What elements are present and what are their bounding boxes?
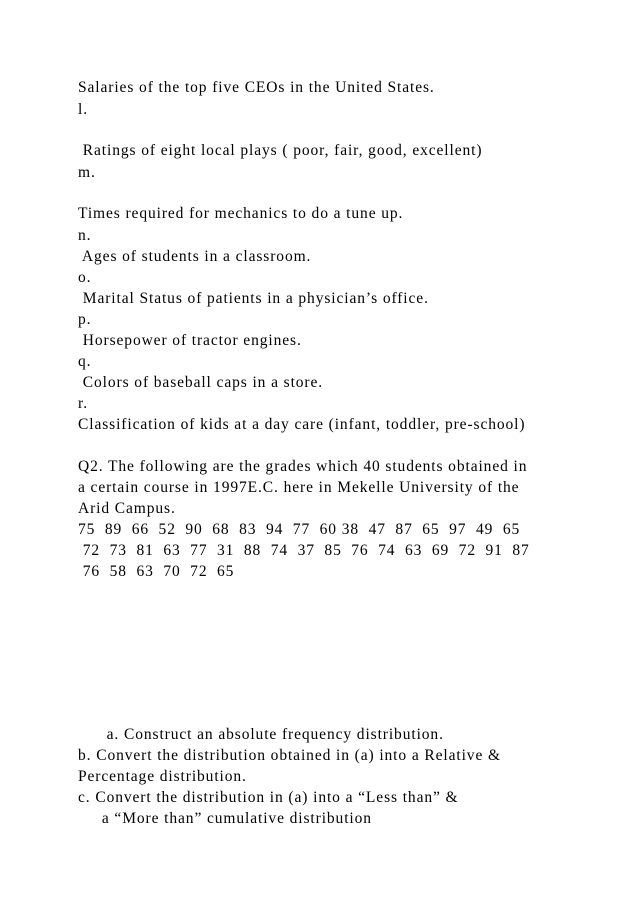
text-line: q. <box>78 353 92 370</box>
grades-row: 75 89 66 52 90 68 83 94 77 60 38 47 87 65 97 49 65 <box>78 521 521 538</box>
text-line: Times required for mechanics to do a tune up. <box>78 205 404 222</box>
text-line: Colors of baseball caps in a store. <box>78 374 324 391</box>
text-line: Horsepower of tractor engines. <box>78 332 302 349</box>
text-line: o. <box>78 269 92 286</box>
text-line: b. Convert the distribution obtained in (a) into a Relative & <box>78 747 501 764</box>
text-line: a “More than” cumulative distribution <box>78 810 372 827</box>
text-line: r. <box>78 395 88 412</box>
text-line: a. Construct an absolute frequency distribution. <box>78 726 444 743</box>
text-line: a certain course in 1997E.C. here in Mekelle University of the <box>78 479 520 496</box>
text-line: Classification of kids at a day care (infant, toddler, pre-school) <box>78 416 526 433</box>
text-line: n. <box>78 227 92 244</box>
text-line: Percentage distribution. <box>78 768 247 785</box>
text-line: m. <box>78 164 96 181</box>
grades-row: 72 73 81 63 77 31 88 74 37 85 76 74 63 69 72 91 87 <box>78 542 530 559</box>
text-line: Ages of students in a classroom. <box>78 248 312 265</box>
text-line: Q2. The following are the grades which 40 students obtained in <box>78 458 528 475</box>
grades-row: 76 58 63 70 72 65 <box>78 563 235 580</box>
text-line: Marital Status of patients in a physician’s office. <box>78 290 429 307</box>
text-line: p. <box>78 311 92 328</box>
text-line: l. <box>78 101 88 118</box>
text-line: Salaries of the top five CEOs in the United States. <box>78 79 435 96</box>
text-line: Arid Campus. <box>78 500 176 517</box>
text-line: c. Convert the distribution in (a) into a “Less than” & <box>78 789 459 806</box>
text-line: Ratings of eight local plays ( poor, fair, good, excellent) <box>78 142 483 159</box>
